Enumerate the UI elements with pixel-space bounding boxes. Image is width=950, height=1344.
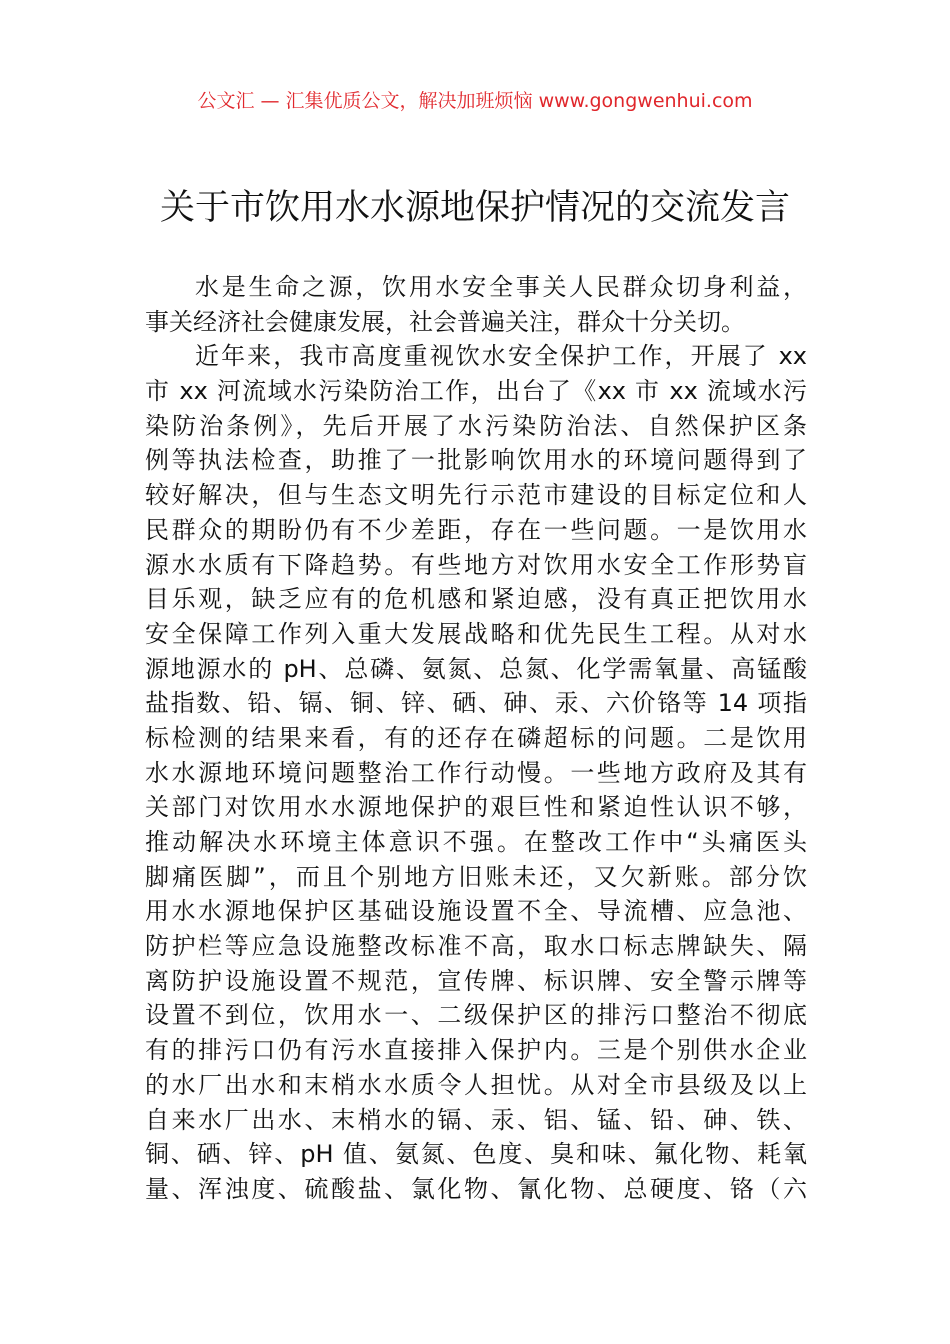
text-line: 铜、硒、锌、pH 值、氨氮、色度、臭和味、氟化物、耗氧 — [145, 1140, 807, 1169]
text-line: 较好解决，但与生态文明先行示范市建设的目标定位和人 — [145, 481, 807, 510]
text-line: 设置不到位，饮用水一、二级保护区的排污口整治不彻底 — [145, 1001, 807, 1030]
text-line: 的水厂出水和末梢水水质令人担忧。从对全市县级及以上 — [145, 1070, 807, 1099]
text-line: 量、浑浊度、硫酸盐、氯化物、氰化物、总硬度、铬（六 — [145, 1174, 807, 1203]
text-line: 源地源水的 pH、总磷、氨氮、总氮、化学需氧量、高锰酸 — [145, 654, 807, 683]
text-line: 事关经济社会健康发展，社会普遍关注，群众十分关切。 — [145, 307, 745, 336]
text-line: 例等执法检查，助推了一批影响饮用水的环境问题得到了 — [145, 446, 807, 475]
text-line: 关部门对饮用水水源地保护的艰巨性和紧迫性认识不够， — [145, 793, 807, 822]
text-line: 源水水质有下降趋势。有些地方对饮用水安全工作形势盲 — [145, 550, 807, 579]
text-line: 脚痛医脚”，而且个别地方旧账未还，又欠新账。部分饮 — [145, 862, 807, 891]
text-line: 民群众的期盼仍有不少差距，存在一些问题。一是饮用水 — [145, 515, 807, 544]
text-line: 市 xx 河流域水污染防治工作，出台了《xx 市 xx 流域水污 — [145, 377, 807, 406]
text-line: 水水源地环境问题整治工作行动慢。一些地方政府及其有 — [145, 758, 807, 787]
text-line: 水是生命之源，饮用水安全事关人民群众切身利益， — [195, 273, 807, 301]
text-line: 盐指数、铅、镉、铜、锌、硒、砷、汞、六价铬等 14 项指 — [145, 689, 807, 718]
text-line: 近年来，我市高度重视饮水安全保护工作，开展了 xx — [195, 342, 807, 371]
text-line: 自来水厂出水、末梢水的镉、汞、铝、锰、铅、砷、铁、 — [145, 1105, 807, 1134]
document-title: 关于市饮用水水源地保护情况的交流发言 — [159, 188, 790, 228]
text-line: 推动解决水环境主体意识不强。在整改工作中“头痛医头 — [145, 828, 807, 856]
watermark-banner: 公文汇 — 汇集优质公文，解决加班烦恼 www.gongwenhui.com — [197, 90, 753, 112]
text-line: 有的排污口仍有污水直接排入保护内。三是个别供水企业 — [145, 1036, 807, 1065]
document-body — [145, 270, 807, 1207]
text-line: 标检测的结果来看，有的还存在磷超标的问题。二是饮用 — [145, 723, 807, 752]
paragraph — [145, 270, 807, 339]
text-line: 离防护设施设置不规范，宣传牌、标识牌、安全警示牌等 — [145, 966, 807, 995]
text-line: 目乐观，缺乏应有的危机感和紧迫感，没有真正把饮用水 — [145, 585, 807, 614]
text-line: 用水水源地保护区基础设施设置不全、导流槽、应急池、 — [145, 897, 807, 926]
text-line: 染防治条例》，先后开展了水污染防治法、自然保护区条 — [145, 411, 807, 440]
text-line: 安全保障工作列入重大发展战略和优先民生工程。从对水 — [145, 619, 807, 648]
paragraph — [145, 339, 807, 1206]
text-line: 防护栏等应急设施整改标准不高，取水口标志牌缺失、隔 — [145, 932, 807, 961]
